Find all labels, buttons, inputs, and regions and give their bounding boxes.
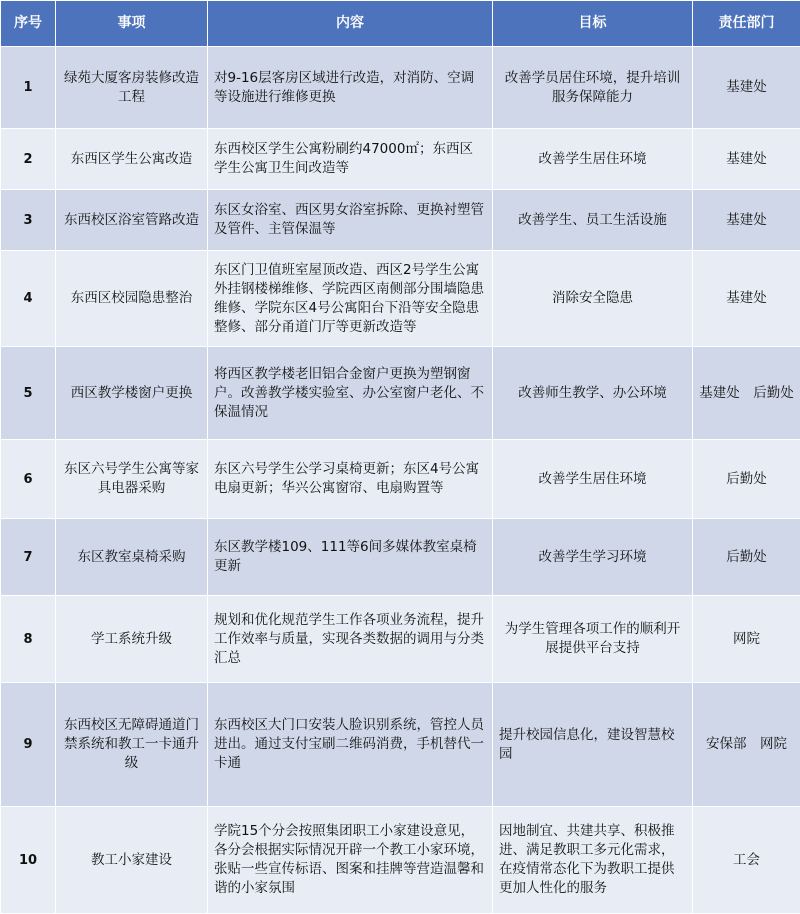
row-3-target: 改善学生、员工生活设施 bbox=[493, 190, 693, 251]
row-5-target: 改善师生教学、办公环境 bbox=[493, 347, 693, 440]
header-num: 序号 bbox=[1, 1, 56, 47]
row-2-target: 改善学生居住环境 bbox=[493, 129, 693, 190]
header-dept: 责任部门 bbox=[693, 1, 800, 47]
row-1-target: 改善学员居住环境，提升培训服务保障能力 bbox=[493, 47, 693, 129]
row-1-content: 对9-16层客房区域进行改造，对消防、空调等设施进行维修更换 bbox=[208, 47, 493, 129]
row-8-item: 学工系统升级 bbox=[56, 596, 208, 683]
row-8-target: 为学生管理各项工作的顺利开展提供平台支持 bbox=[493, 596, 693, 683]
row-4-target: 消除安全隐患 bbox=[493, 251, 693, 347]
row-5-dept: 基建处 后勤处 bbox=[693, 347, 800, 440]
row-10-item: 教工小家建设 bbox=[56, 807, 208, 914]
row-4-num: 4 bbox=[1, 251, 56, 347]
row-10-content: 学院15个分会按照集团职工小家建设意见，各分会根据实际情况开辟一个教工小家环境，张贴一些宣传标语、图案和挂牌等营造温馨和谐的小家氛围 bbox=[208, 807, 493, 914]
row-8-dept: 网院 bbox=[693, 596, 800, 683]
row-6-target: 改善学生居住环境 bbox=[493, 440, 693, 519]
row-6-dept: 后勤处 bbox=[693, 440, 800, 519]
row-8-content: 规划和优化规范学生工作各项业务流程，提升工作效率与质量，实现各类数据的调用与分类汇总 bbox=[208, 596, 493, 683]
row-7-item: 东区教室桌椅采购 bbox=[56, 519, 208, 596]
row-1-num: 1 bbox=[1, 47, 56, 129]
row-5-num: 5 bbox=[1, 347, 56, 440]
row-9-item: 东西校区无障碍通道门禁系统和教工一卡通升级 bbox=[56, 683, 208, 807]
row-2-num: 2 bbox=[1, 129, 56, 190]
row-6-content: 东区六号学生公学习桌椅更新；东区4号公寓电扇更新；华兴公寓窗帘、电扇购置等 bbox=[208, 440, 493, 519]
header-content: 内容 bbox=[208, 1, 493, 47]
row-9-dept: 安保部 网院 bbox=[693, 683, 800, 807]
row-3-dept: 基建处 bbox=[693, 190, 800, 251]
row-1-dept: 基建处 bbox=[693, 47, 800, 129]
row-10-target: 因地制宜、共建共享、积极推进、满足教职工多元化需求，在疫情常态化下为教职工提供更加人性化的服务 bbox=[493, 807, 693, 914]
row-9-target: 提升校园信息化，建设智慧校园 bbox=[493, 683, 693, 807]
row-2-content: 东西校区学生公寓粉刷约47000㎡；东西区学生公寓卫生间改造等 bbox=[208, 129, 493, 190]
row-3-content: 东区女浴室、西区男女浴室拆除、更换衬塑管及管件、主管保温等 bbox=[208, 190, 493, 251]
row-6-item: 东区六号学生公寓等家具电器采购 bbox=[56, 440, 208, 519]
header-target: 目标 bbox=[493, 1, 693, 47]
row-3-item: 东西校区浴室管路改造 bbox=[56, 190, 208, 251]
row-2-item: 东西区学生公寓改造 bbox=[56, 129, 208, 190]
row-4-dept: 基建处 bbox=[693, 251, 800, 347]
row-9-num: 9 bbox=[1, 683, 56, 807]
row-1-item: 绿苑大厦客房装修改造工程 bbox=[56, 47, 208, 129]
row-9-content: 东西校区大门口安装人脸识别系统，管控人员进出。通过支付宝刷二维码消费，手机替代一卡通 bbox=[208, 683, 493, 807]
row-3-num: 3 bbox=[1, 190, 56, 251]
row-4-item: 东西区校园隐患整治 bbox=[56, 251, 208, 347]
row-6-num: 6 bbox=[1, 440, 56, 519]
row-4-content: 东区门卫值班室屋顶改造、西区2号学生公寓外挂钢楼梯维修、学院西区南侧部分围墙隐患维修、学院东区4号公寓阳台下沿等安全隐患整修、部分甬道门厅等更新改造等 bbox=[208, 251, 493, 347]
row-7-num: 7 bbox=[1, 519, 56, 596]
row-10-dept: 工会 bbox=[693, 807, 800, 914]
row-5-content: 将西区教学楼老旧铝合金窗户更换为塑钢窗户。改善教学楼实验室、办公室窗户老化、不保温情况 bbox=[208, 347, 493, 440]
header-item: 事项 bbox=[56, 1, 208, 47]
row-5-item: 西区教学楼窗户更换 bbox=[56, 347, 208, 440]
row-7-content: 东区教学楼109、111等6间多媒体教室桌椅更新 bbox=[208, 519, 493, 596]
row-7-target: 改善学生学习环境 bbox=[493, 519, 693, 596]
row-2-dept: 基建处 bbox=[693, 129, 800, 190]
row-7-dept: 后勤处 bbox=[693, 519, 800, 596]
row-10-num: 10 bbox=[1, 807, 56, 914]
row-8-num: 8 bbox=[1, 596, 56, 683]
